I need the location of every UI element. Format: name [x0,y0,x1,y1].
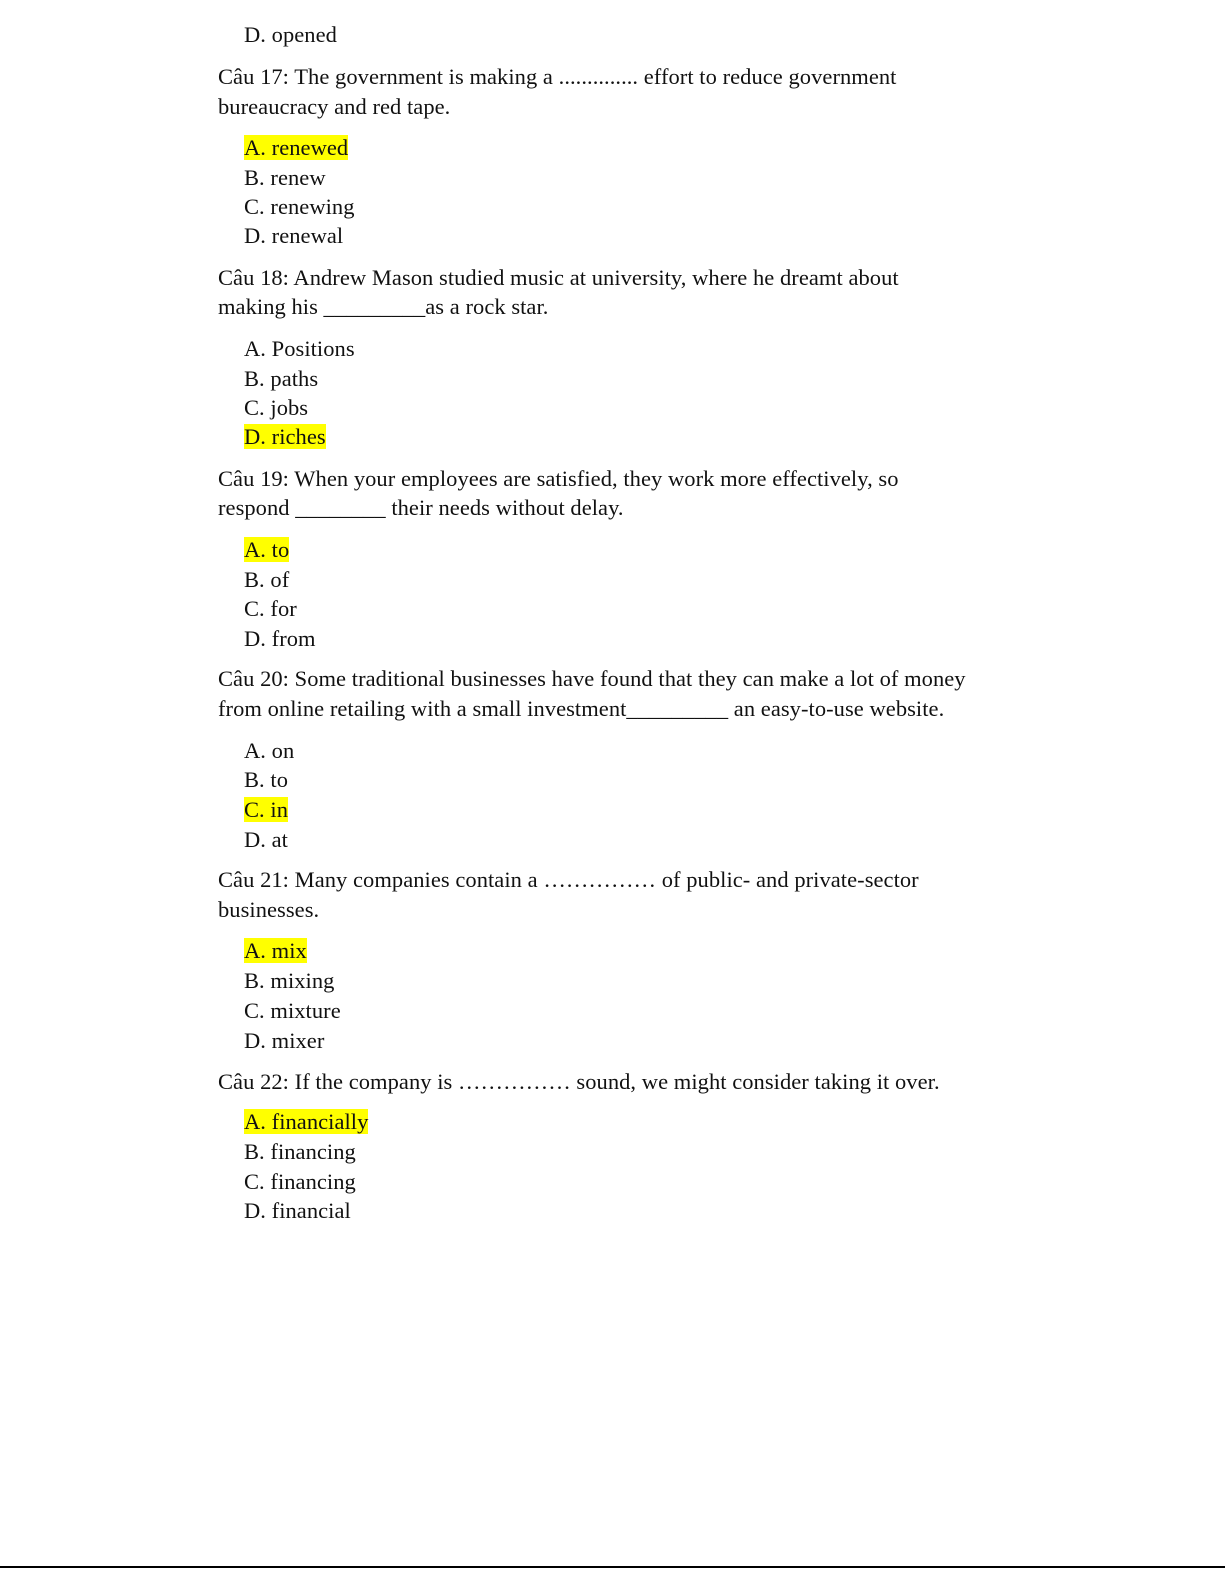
answer-option: B. mixing [244,968,335,993]
question-text-line: Câu 19: When your employees are satisfied, they work more effectively, so [218,466,899,491]
answer-highlight: A. renewed [244,135,349,160]
question-text-line: Câu 22: If the company is …………… sound, we might consider taking it over. [218,1069,940,1094]
answer-option [244,535,289,565]
answer-option [244,795,288,825]
answer-highlight: A. mix [244,938,307,963]
question-text-line: respond ________ their needs without delay. [218,495,624,520]
answer-option: A. on [244,738,295,763]
question-text-line: Câu 21: Many companies contain a …………… of public- and private-sector [218,867,919,892]
answer-option: B. to [244,767,289,792]
answer-option: C. renewing [244,194,355,219]
answer-option [244,936,307,966]
answer-option: C. for [244,596,297,621]
answer-option: B. renew [244,165,326,190]
answer-option: C. mixture [244,998,341,1023]
question-text-line: Câu 17: The government is making a .............. effort to reduce government [218,64,897,89]
answer-option: B. of [244,567,290,592]
answer-option: D. at [244,827,288,852]
page-bottom-border [0,1566,1225,1568]
answer-option [244,422,326,452]
question-text-line: Câu 20: Some traditional businesses have found that they can make a lot of money [218,666,966,691]
question-text-line: from online retailing with a small investment_________ an easy-to-use website. [218,696,945,721]
question-text-line: bureaucracy and red tape. [218,94,451,119]
option-d-opened: D. opened [244,22,337,47]
question-text-line: making his _________as a rock star. [218,294,549,319]
answer-option: C. financing [244,1169,356,1194]
answer-option: D. mixer [244,1028,325,1053]
answer-highlight: A. financially [244,1109,369,1134]
answer-option [244,1107,368,1137]
answer-option: B. paths [244,366,319,391]
answer-option: A. Positions [244,336,355,361]
question-text-line: businesses. [218,897,320,922]
answer-option: D. financial [244,1198,351,1223]
answer-option [244,133,348,163]
answer-option: C. jobs [244,395,309,420]
answer-option: B. financing [244,1139,356,1164]
answer-option: D. from [244,626,316,651]
answer-option: D. renewal [244,223,344,248]
question-text-line: Câu 18: Andrew Mason studied music at university, where he dreamt about [218,265,899,290]
answer-highlight: A. to [244,537,290,562]
answer-highlight: D. riches [244,424,326,449]
answer-highlight: C. in [244,797,289,822]
